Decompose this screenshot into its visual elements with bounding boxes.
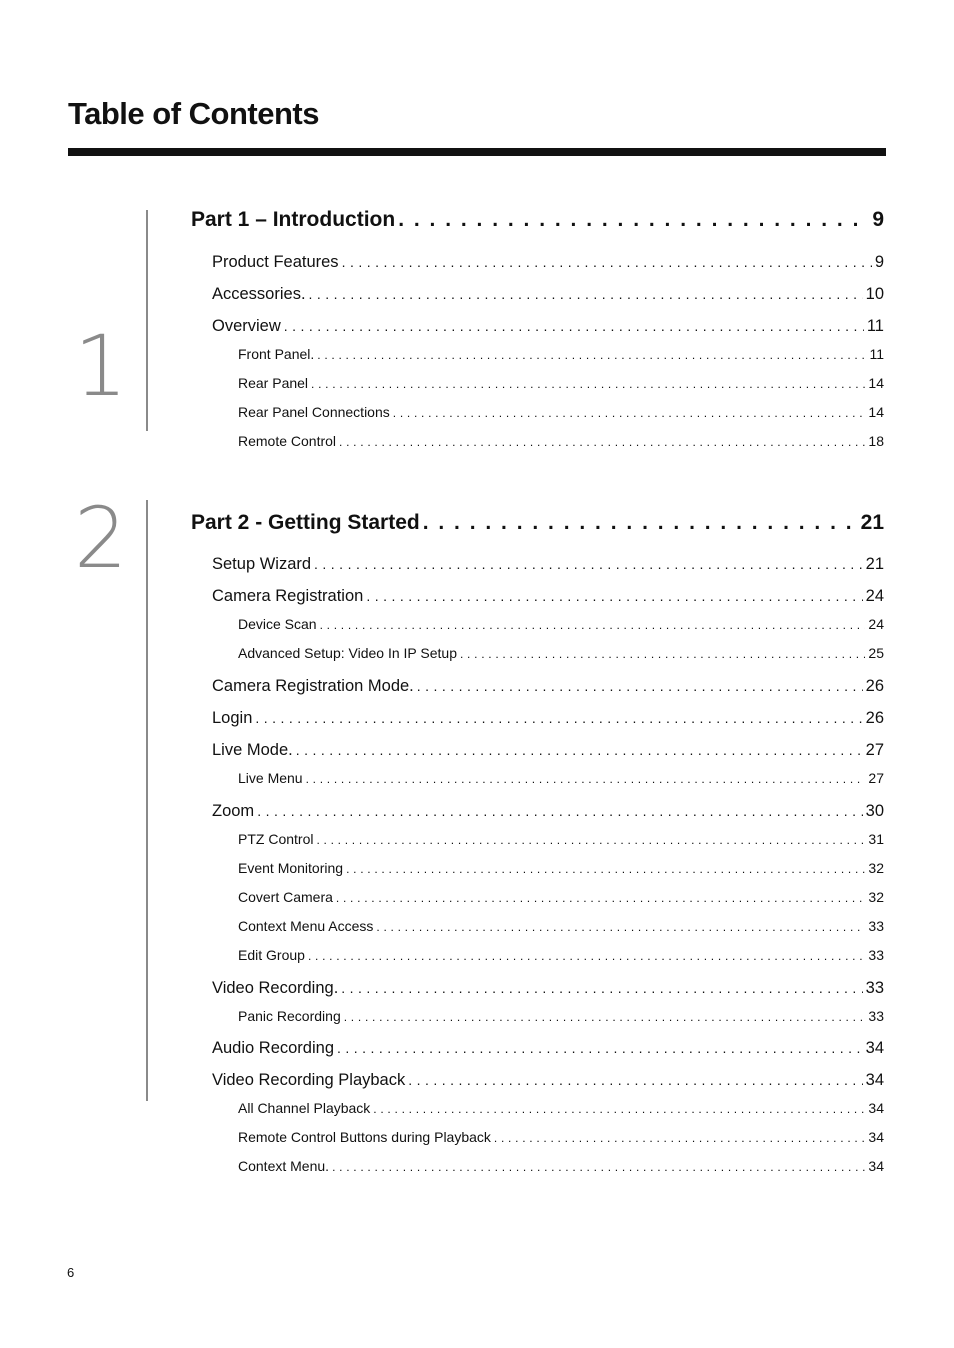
toc-label: Video Recording Playback [212,1071,406,1089]
toc-page-number: 10 [865,285,884,303]
toc-subentry[interactable] [238,1158,884,1177]
toc-leader-dots [296,742,863,758]
toc-subentry[interactable] [238,831,884,850]
toc-page-number: 27 [865,741,884,759]
toc-label: Live Mode. [212,741,293,759]
toc-label: Video Recording. [212,979,339,997]
toc-label: Audio Recording [212,1039,334,1057]
toc-page-number: 11 [869,346,884,362]
toc-leader-dots [316,833,865,847]
toc-leader-dots [376,920,865,934]
toc-label: Accessories. [212,285,306,303]
toc-label: Context Menu. [238,1158,330,1174]
toc-label: Part 1 – Introduction [191,208,396,231]
toc-label: Covert Camera [238,889,333,905]
toc-label: Overview [212,317,281,335]
toc-leader-dots [306,772,866,786]
toc-leader-dots [336,891,866,905]
toc-page-number: 33 [868,1008,884,1024]
toc-label: Product Features [212,253,339,271]
toc-subentry[interactable] [238,918,884,937]
toc-page-number: 33 [868,918,884,934]
toc-page-number: 32 [868,860,884,876]
toc-subentry[interactable] [238,860,884,879]
toc-label: Remote Control Buttons during Playback [238,1129,491,1145]
toc-leader-dots [460,647,865,661]
toc-page-number: 21 [860,511,884,534]
toc-entry[interactable] [212,285,884,307]
toc-label: Device Scan [238,616,317,632]
toc-entry[interactable] [212,979,884,1001]
toc-page-number: 34 [868,1129,884,1145]
toc-label: Event Monitoring [238,860,344,876]
toc-subentry[interactable] [238,1129,884,1148]
toc-subentry[interactable] [238,770,884,789]
toc-entry[interactable] [212,587,884,609]
toc-leader-dots [255,710,862,726]
toc-page-number: 18 [868,433,884,449]
toc-subentry[interactable] [238,645,884,664]
toc-leader-dots [257,803,862,819]
toc-label: Panic Recording [238,1008,341,1024]
toc-page-number: 9 [874,253,884,271]
toc-page-number: 33 [865,979,884,997]
toc-label: Rear Panel [238,375,309,391]
toc-entry[interactable] [212,1039,884,1061]
toc-page-number: 34 [868,1158,884,1174]
toc-leader-dots [342,254,872,270]
toc-part-heading[interactable] [191,511,884,539]
toc-leader-dots [398,208,869,232]
toc-page-number: 34 [865,1039,884,1057]
toc-page-number: 34 [865,1071,884,1089]
toc-entry[interactable] [212,317,884,339]
toc-label: Rear Panel Connections [238,404,390,420]
toc-label: PTZ Control [238,831,314,847]
page-number: 6 [67,1265,75,1280]
toc-entry[interactable] [212,1071,884,1093]
toc-page-number: 26 [865,677,884,695]
toc-label: All Channel Playback [238,1100,371,1116]
toc-page-number: 24 [865,587,884,605]
page-title: Table of Contents [68,96,319,131]
toc-subentry[interactable] [238,433,884,452]
toc-page-number: 31 [868,831,884,847]
toc-leader-dots [408,1072,862,1088]
toc-page-number: 32 [868,889,884,905]
title-rule [68,148,886,156]
toc-leader-dots [337,1040,863,1056]
part-divider [146,210,148,431]
toc-leader-dots [346,862,865,876]
toc-label: Zoom [212,802,255,820]
toc-leader-dots [311,377,865,391]
toc-entry[interactable] [212,741,884,763]
toc-subentry[interactable] [238,404,884,423]
toc-leader-dots [393,406,866,420]
toc-entry[interactable] [212,555,884,577]
toc-leader-dots [314,556,863,572]
toc-leader-dots [423,511,858,535]
toc-page-number: 30 [865,802,884,820]
toc-entry[interactable] [212,677,884,699]
toc-label: Camera Registration [212,587,364,605]
toc-label: Context Menu Access [238,918,374,934]
toc-label: Login [212,709,253,727]
toc-leader-dots [344,1010,866,1024]
toc-subentry[interactable] [238,1100,884,1119]
part-number: 2 [74,489,128,587]
toc-leader-dots [417,678,863,694]
toc-label: Part 2 - Getting Started [191,511,420,534]
toc-leader-dots [494,1131,866,1145]
toc-part-heading[interactable] [191,208,884,236]
toc-leader-dots [339,435,865,449]
toc-subentry[interactable] [238,1008,884,1027]
toc-page-number: 21 [865,555,884,573]
toc-label: Setup Wizard [212,555,312,573]
toc-subentry[interactable] [238,346,884,365]
toc-leader-dots [373,1102,865,1116]
toc-page-number: 26 [865,709,884,727]
toc-entry[interactable] [212,709,884,731]
toc-page-number: 25 [868,645,884,661]
toc-leader-dots [366,588,862,604]
toc-page-number: 9 [872,208,884,231]
toc-subentry[interactable] [238,375,884,394]
toc-leader-dots [320,618,866,632]
toc-label: Edit Group [238,947,305,963]
toc-page-number: 27 [868,770,884,786]
toc-page-number: 33 [868,947,884,963]
toc-leader-dots [284,318,864,334]
toc-leader-dots [332,1160,865,1174]
toc-subentry[interactable] [238,616,884,635]
part-divider [146,500,148,1101]
toc-leader-dots [309,286,863,302]
toc-page-number: 14 [868,375,884,391]
toc-label: Remote Control [238,433,337,449]
toc-subentry[interactable] [238,889,884,908]
toc-leader-dots [341,980,862,996]
toc-label: Front Panel. [238,346,315,362]
part-number: 1 [74,317,128,415]
toc-page-number: 24 [868,616,884,632]
toc-page-number: 34 [868,1100,884,1116]
toc-label: Advanced Setup: Video In IP Setup [238,645,457,661]
toc-entry[interactable] [212,253,884,275]
toc-page-number: 14 [868,404,884,420]
toc-label: Camera Registration Mode. [212,677,414,695]
toc-label: Live Menu [238,770,303,786]
toc-leader-dots [317,348,866,362]
toc-leader-dots [308,949,865,963]
toc-subentry[interactable] [238,947,884,966]
toc-entry[interactable] [212,802,884,824]
toc-page-number: 11 [866,317,884,335]
